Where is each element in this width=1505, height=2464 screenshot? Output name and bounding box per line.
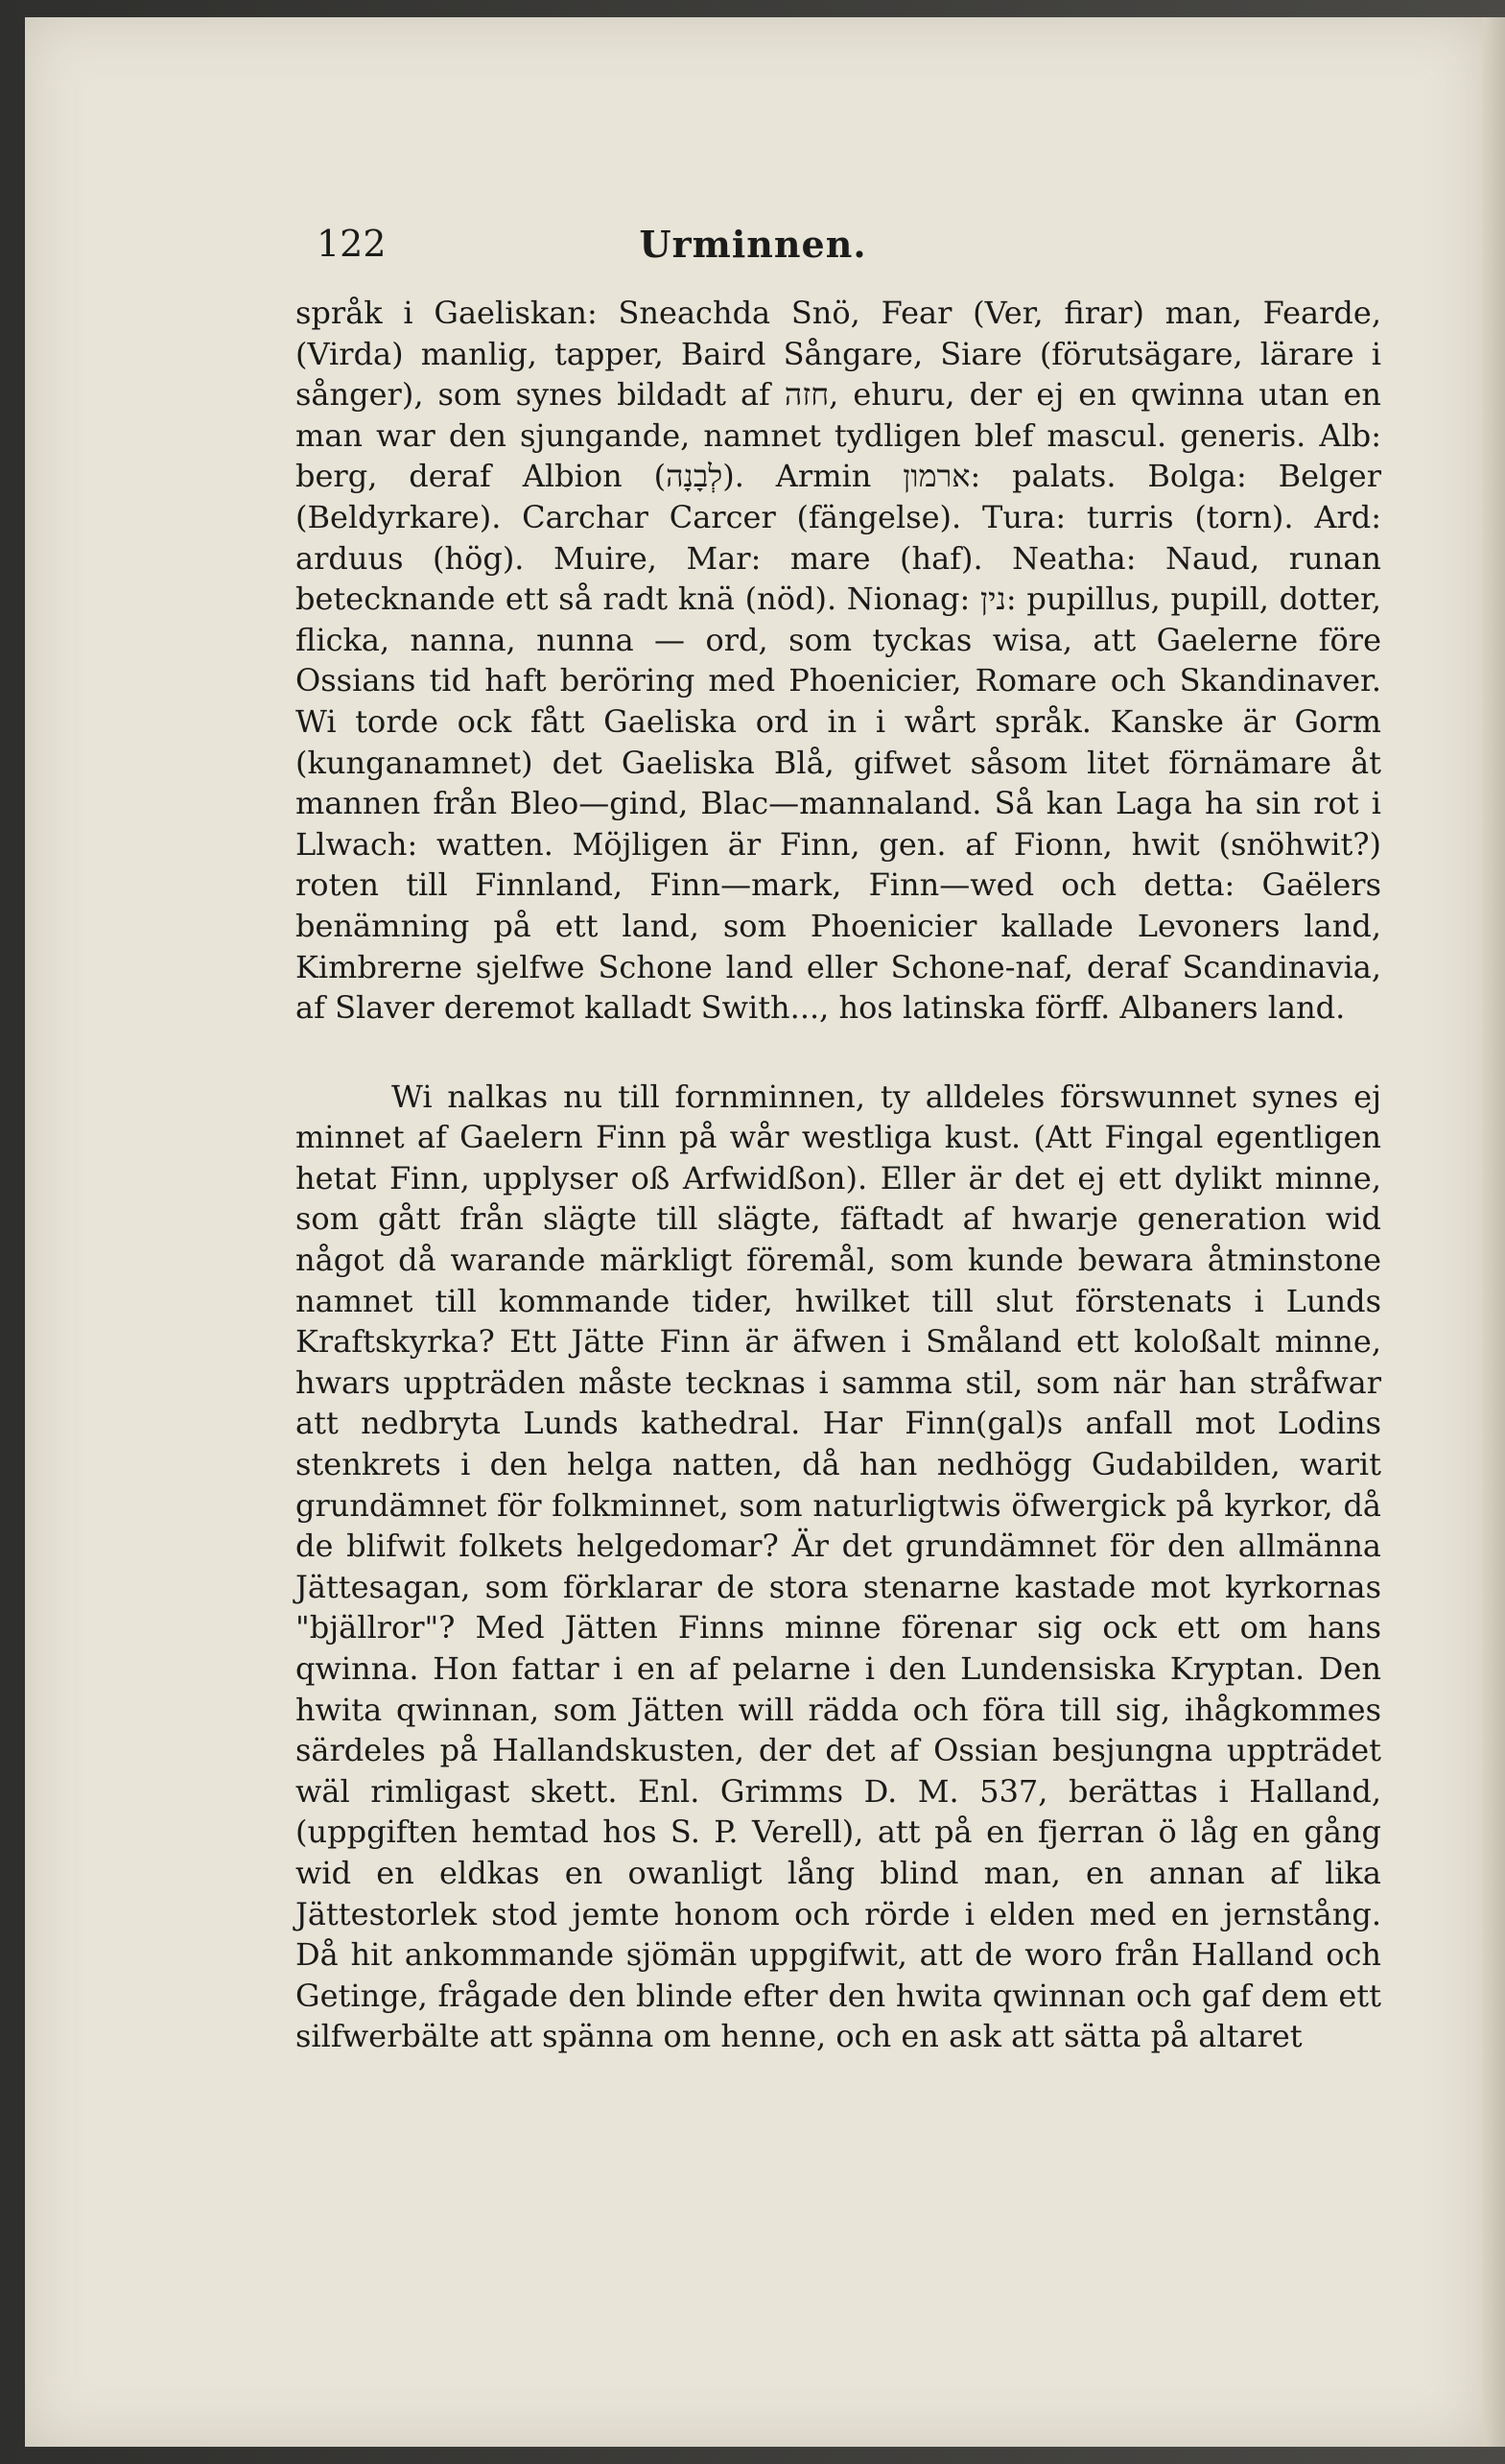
page-edge bbox=[1483, 17, 1505, 2447]
paragraph-1: språk i Gaeliskan: Sneachda Snö, Fear (Ver, firar) man, Fearde, (Virda) manlig, tapper, Baird Sångare, Siare (förutsägare, lärare i sånger), som synes bildadt af חזה, ehuru, der ej en qwinna utan en man war den sjungande, namnet tydligen blef mascul. generis. Alb: berg, deraf Albion (לְבָנָה). Armin ארמון: palats. Bolga: Belger (Beldyrkare). Carchar Carcer (fängelse). Tura: turris (torn). Ard: arduus (hög). Muire, Mar: mare (haf). Neatha: Naud, runan betecknande ett så radt knä (nöd). Nionag: נין: pupillus, pupill, dotter, flicka, nanna, nunna — ord, som tyckas wisa, att Gaelerne före Ossians tid haft beröring med Phoenicier, Romare och Skandinaver. Wi torde ock fått Gaeliska ord in i wårt språk. Kanske är Gorm (kunganamnet) det Gaeliska Blå, gifwet såsom litet förnämare åt mannen från Bleo—gind, Blac—mannaland. Så kan Laga ha sin rot i Llwach: watten. Möjligen är Finn, gen. af Fionn, hwit (snöhwit?) roten till Finnland, Finn—mark, Finn—wed och detta: Gaëlers benämning på ett land, som Phoenicier kallade Levoners land, Kimbrerne sjelfwe Schone land eller Schone-naf, deraf Scandinavia, af Slaver deremot kalladt Swith..., hos latinska förff. Albaners land. bbox=[295, 295, 1382, 1027]
body-text bbox=[295, 293, 1381, 2057]
running-title: Urminnen. bbox=[639, 223, 867, 266]
paragraph-2: Wi nalkas nu till fornminnen, ty alldeles förswunnet synes ej minnet af Gaelern Finn på wår westliga kust. (Att Fingal egentligen hetat Finn, upplyser oß Arfwidßon). Eller är det ej ett dylikt minne, som gått från slägte till slägte, fäftadt af hwarje generation wid något då warande märkligt föremål, som kunde bewara åtminstone namnet till kommande tider, hwilket till slut förstenats i Lunds Kraftskyrka? Ett Jätte Finn är äfwen i Småland ett koloßalt minne, hwars uppträden måste tecknas i samma stil, som när han stråfwar att nedbryta Lunds kathedral. Har Finn(gal)s anfall mot Lodins stenkrets i den helga natten, då han nedhögg Gudabilden, warit grundämnet för folkminnet, som naturligtwis öfwergick på kyrkor, då de blifwit folkets helgedomar? Är det grundämnet för den allmänna Jättesagan, som förklarar de stora stenarne kastade mot kyrkornas "bjällror"? Med Jätten Finns minne förenar sig ock ett om hans qwinna. Hon fattar i en af pelarne i den Lundensiska Kryptan. Den hwita qwinnan, som Jätten will rädda och föra till sig, ihågkommes särdeles på Hallandskusten, der det af Ossian besjungna uppträdet wäl rimligast skett. Enl. Grimms D. M. 537, berättas i Halland, (uppgiften hemtad hos S. P. Verell), att på en fjerran ö låg en gång wid en eldkas en owanligt lång blind man, en annan af lika Jättestorlek stod jemte honom och rörde i elden med en jernstång. Då hit ankommande sjömän uppgifwit, att de woro från Halland och Getinge, frågade den blinde efter den hwita qwinnan och gaf dem ett silfwerbälte att spänna om henne, och en ask att sätta på altaret bbox=[295, 1078, 1381, 2055]
page-number: 122 bbox=[317, 223, 387, 265]
page-header bbox=[317, 223, 1189, 280]
